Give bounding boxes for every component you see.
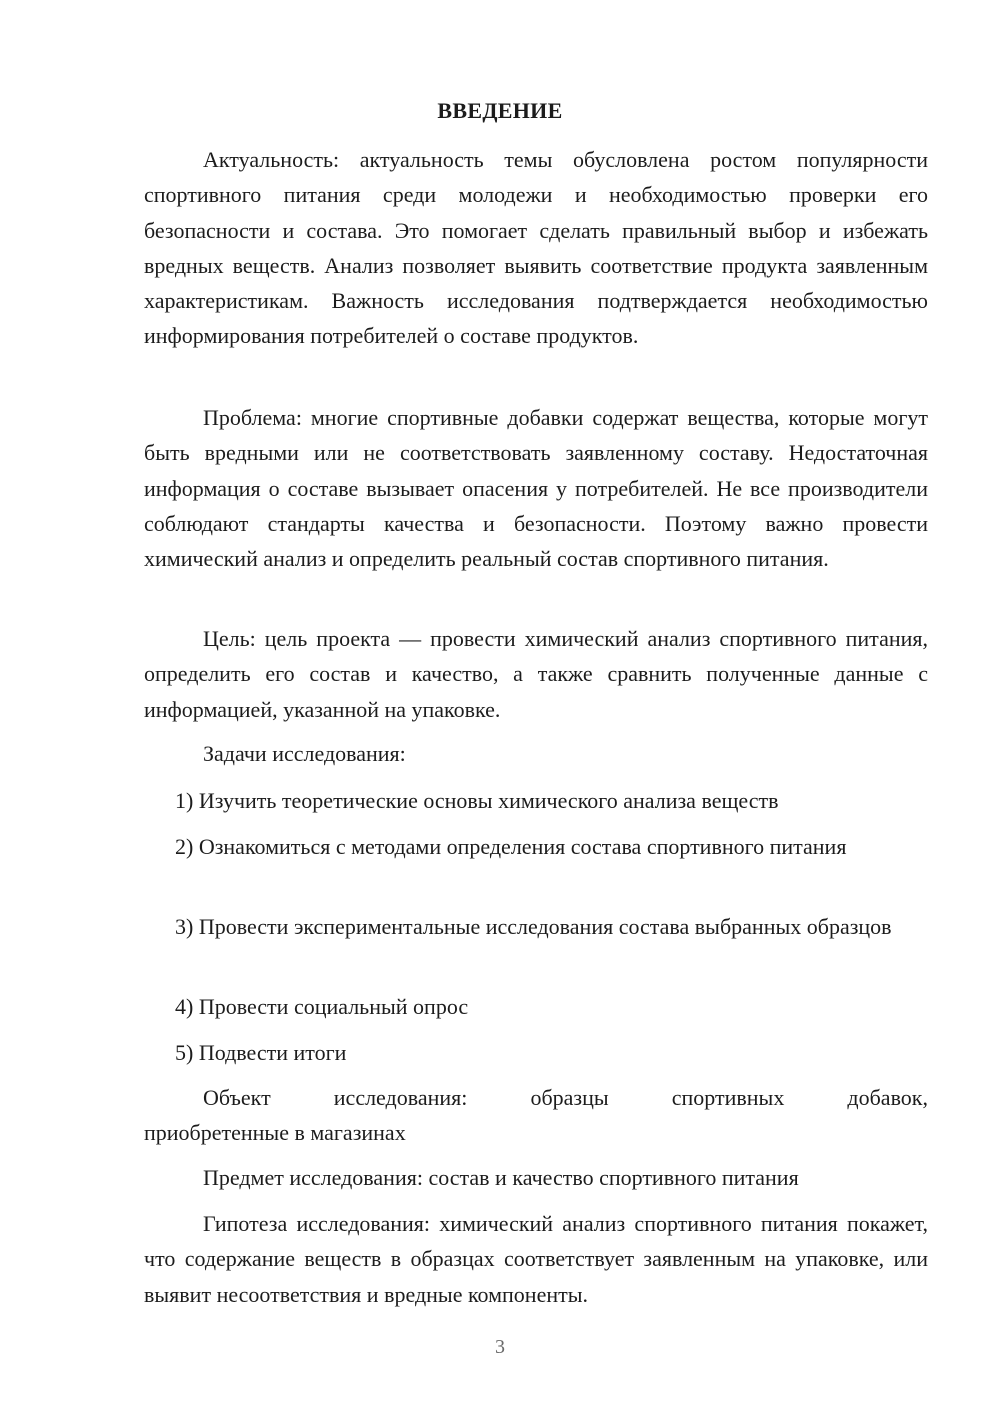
task-item-1: 1) Изучить теоретические основы химического анализа веществ	[175, 788, 779, 813]
page-number: 3	[495, 1336, 505, 1358]
page-title: ВВЕДЕНИЕ	[437, 98, 563, 123]
paragraph-goal: Цель: цель проекта — провести химический анализ спортивного питания, определить его состав и качество, а также сравнить полученные данные с информацией, указанной на упаковке.	[144, 626, 928, 722]
task-item-5: 5) Подвести итоги	[175, 1040, 347, 1065]
tasks-heading: Задачи исследования:	[203, 741, 406, 766]
paragraph-problem: Проблема: многие спортивные добавки содержат вещества, которые могут быть вредными или не соответствовать заявленному составу. Недостаточная информация о составе вызывает опасения у потребителей. Не все производители соблюдают стандарты качества и безопасности. Поэтому важно провести химический анализ и определить реальный состав спортивного питания.	[144, 405, 928, 572]
paragraph-hypothesis: Гипотеза исследования: химический анализ спортивного питания покажет, что содержание веществ в образцах соответствует заявленным на упаковке, или выявит несоответствия и вредные компоненты.	[144, 1211, 928, 1307]
task-item-3: 3) Провести экспериментальные исследования состава выбранных образцов	[175, 914, 892, 939]
paragraph-object: Объект исследования: образцы спортивных добавок,	[203, 1085, 928, 1110]
paragraph-subject: Предмет исследования: состав и качество спортивного питания	[203, 1165, 799, 1190]
paragraph-relevance: Актуальность: актуальность темы обусловлена ростом популярности спортивного питания среди молодежи и необходимостью проверки его безопасности и состава. Это помогает сделать правильный выбор и избежать вредных веществ. Анализ позволяет выявить соответствие продукта заявленным характеристикам. Важность исследования подтверждается необходимостью информирования потребителей о составе продуктов.	[144, 147, 928, 349]
task-item-2: 2) Ознакомиться с методами определения состава спортивного питания	[175, 834, 847, 859]
task-item-4: 4) Провести социальный опрос	[175, 994, 469, 1019]
paragraph-object-continuation: приобретенные в магазинах	[144, 1120, 406, 1145]
